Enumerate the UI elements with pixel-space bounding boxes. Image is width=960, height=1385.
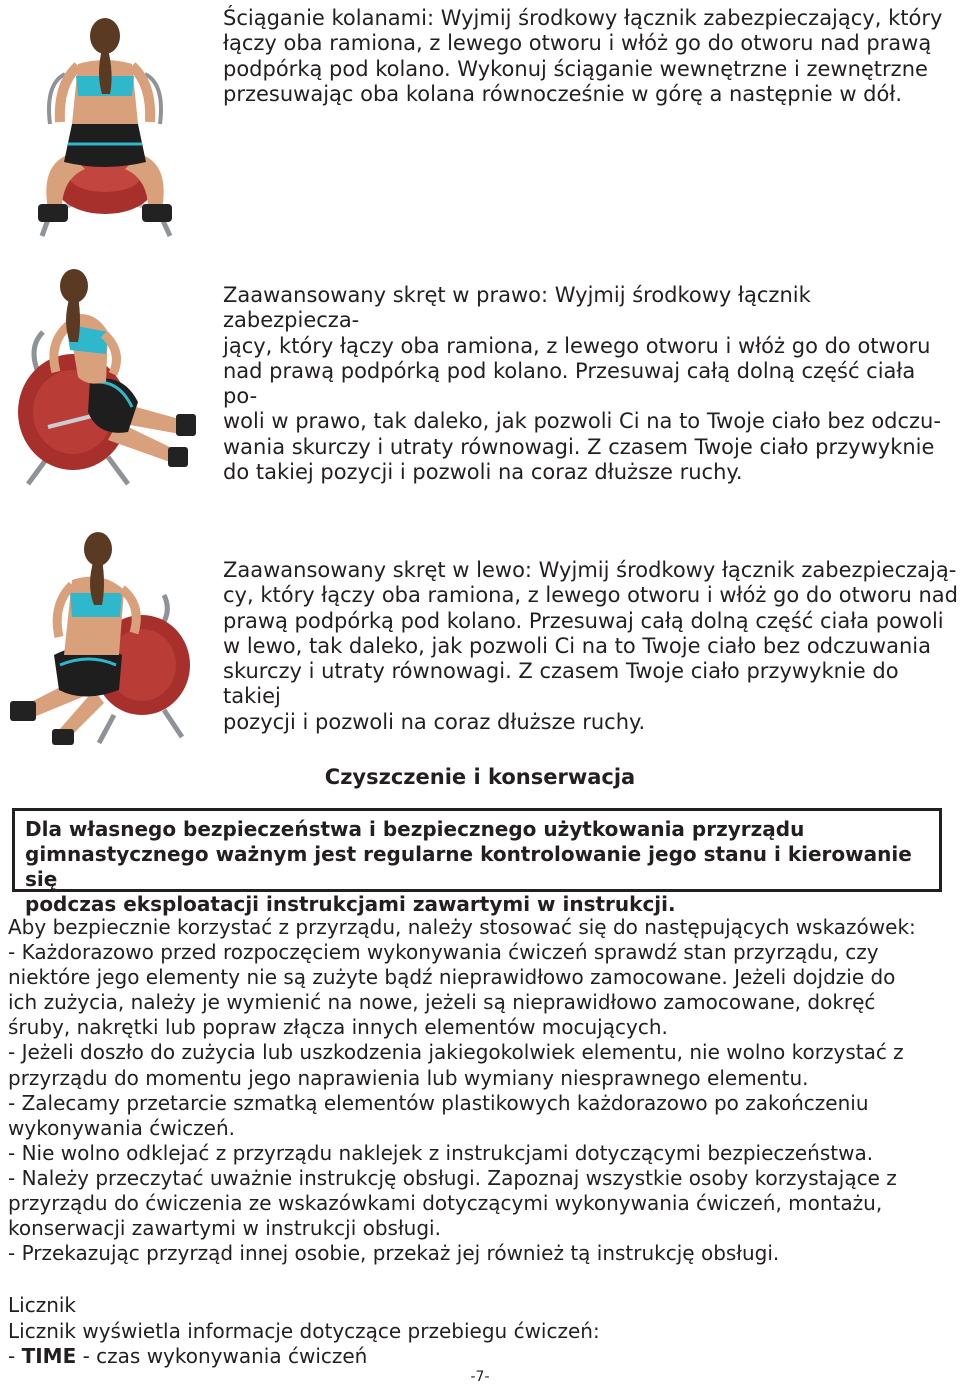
section-line: podpórką pod kolano. Wykonuj ściąganie wewnętrzne i zewnętrzne [223, 56, 928, 81]
section-line: do takiej pozycji i pozwoli na coraz dłuższe ruchy. [223, 460, 743, 485]
body-line: niektóre jego elementy nie są zużyte bądź nieprawidłowo zamocowane. Jeżeli dojdzie do [8, 965, 896, 990]
section-line: Ściąganie kolanami: Wyjmij środkowy łącznik zabezpieczający, który [223, 6, 943, 30]
section-line: woli w prawo, tak daleko, jak pozwoli Ci na to Twoje ciało bez odczu- [223, 409, 941, 434]
section-line: skurczy i utraty równowagi. Z czasem Twoje ciało przywyknie do takiej [223, 659, 899, 709]
section-line: w lewo, tak daleko, jak pozwoli Ci na to Twoje ciało bez odczuwania [223, 633, 931, 658]
licznik-item [8, 1344, 600, 1370]
section-line: Zaawansowany skręt w prawo: Wyjmij środkowy łącznik zabezpiecza- [223, 283, 811, 333]
section-twist-left [223, 558, 958, 735]
section-twist-right [223, 283, 943, 485]
body-line: wykonywania ćwiczeń. [8, 1115, 236, 1140]
licznik-item-prefix: - [8, 1344, 22, 1368]
body-line: - Zalecamy przetarcie szmatką elementów plastikowych każdorazowo po zakończeniu [8, 1090, 869, 1115]
body-line: - Należy przeczytać uważnie instrukcję obsługi. Zapoznaj wszystkie osoby korzystające z [8, 1165, 897, 1190]
section-line: pozycji i pozwoli na coraz dłuższe ruchy. [223, 709, 646, 734]
body-line: Aby bezpiecznie korzystać z przyrządu, należy stosować się do następujących wskazówek: [8, 915, 916, 939]
licznik-item-desc: - czas wykonywania ćwiczeń [76, 1344, 368, 1368]
body-line: - Jeżeli doszło do zużycia lub uszkodzenia jakiegokolwiek elementu, nie wolno korzystać z [8, 1040, 904, 1065]
section-line: łączy oba ramiona, z lewego otworu i włóż go do otworu nad prawą [223, 31, 932, 56]
section-line: prawą podpórką pod kolano. Przesuwaj całą dolną część ciała powoli [223, 608, 944, 633]
warning-line: gimnastycznego ważnym jest regularne kontrolowanie jego stanu i kierowanie się [25, 842, 912, 891]
body-line: ich zużycia, należy je wymienić na nowe, jeżeli są nieprawidłowo zamocowane, dokręć [8, 990, 876, 1015]
section-heading: Czyszczenie i konserwacja [324, 765, 636, 789]
section-line: przesuwając oba kolana równocześnie w górę a następnie w dół. [223, 81, 903, 106]
section-line: wania skurczy i utraty równowagi. Z czasem Twoje ciało przywyknie [223, 434, 935, 459]
page-number: -7- [470, 1369, 490, 1385]
exercise-photo-knee-pull [30, 4, 180, 242]
body-line: śruby, nakrętki lub popraw złącza innych elementów mocujących. [8, 1015, 668, 1040]
licznik-section [8, 1293, 600, 1370]
licznik-intro: Licznik wyświetla informacje dotyczące przebiegu ćwiczeń: [8, 1318, 600, 1343]
section-line: cy, który łączy oba ramiona, z lewego otworu i włóż go do otworu nad [223, 583, 958, 608]
exercise-photo-twist-right [8, 262, 198, 490]
body-line: przyrządu do ćwiczenia ze wskazówkami dotyczącymi wykonywania ćwiczeń, montażu, [8, 1191, 883, 1216]
section-line: jący, który łączy oba ramiona, z lewego otworu i włóż go do otworu [223, 333, 931, 358]
body-line: przyrządu do momentu jego naprawienia lub wymiany niesprawnego elementu. [8, 1065, 809, 1090]
body-line: konserwacji zawartymi w instrukcji obsługi. [8, 1216, 441, 1241]
body-line: - Przekazując przyrząd innej osobie, przekaż jej również tą instrukcję obsługi. [8, 1241, 780, 1266]
licznik-title: Licznik [8, 1293, 77, 1317]
maintenance-instructions [8, 915, 953, 1266]
body-line: - Każdorazowo przed rozpoczęciem wykonywania ćwiczeń sprawdź stan przyrządu, czy [8, 940, 879, 965]
licznik-item-term: TIME [21, 1344, 77, 1368]
body-line: - Nie wolno odklejać z przyrządu naklejek z instrukcjami dotyczącymi bezpieczeństwa. [8, 1140, 874, 1165]
warning-line: Dla własnego bezpieczeństwa i bezpiecznego użytkowania przyrządu [25, 817, 805, 841]
section-line: Zaawansowany skręt w lewo: Wyjmij środkowy łącznik zabezpieczają- [223, 558, 957, 582]
safety-warning-box [12, 808, 942, 916]
exercise-photo-twist-left [4, 525, 194, 750]
section-knee-pull [223, 6, 943, 107]
warning-line: podczas eksploatacji instrukcjami zawartymi w instrukcji. [25, 892, 676, 916]
section-line: nad prawą podpórką pod kolano. Przesuwaj całą dolną część ciała po- [223, 358, 916, 409]
